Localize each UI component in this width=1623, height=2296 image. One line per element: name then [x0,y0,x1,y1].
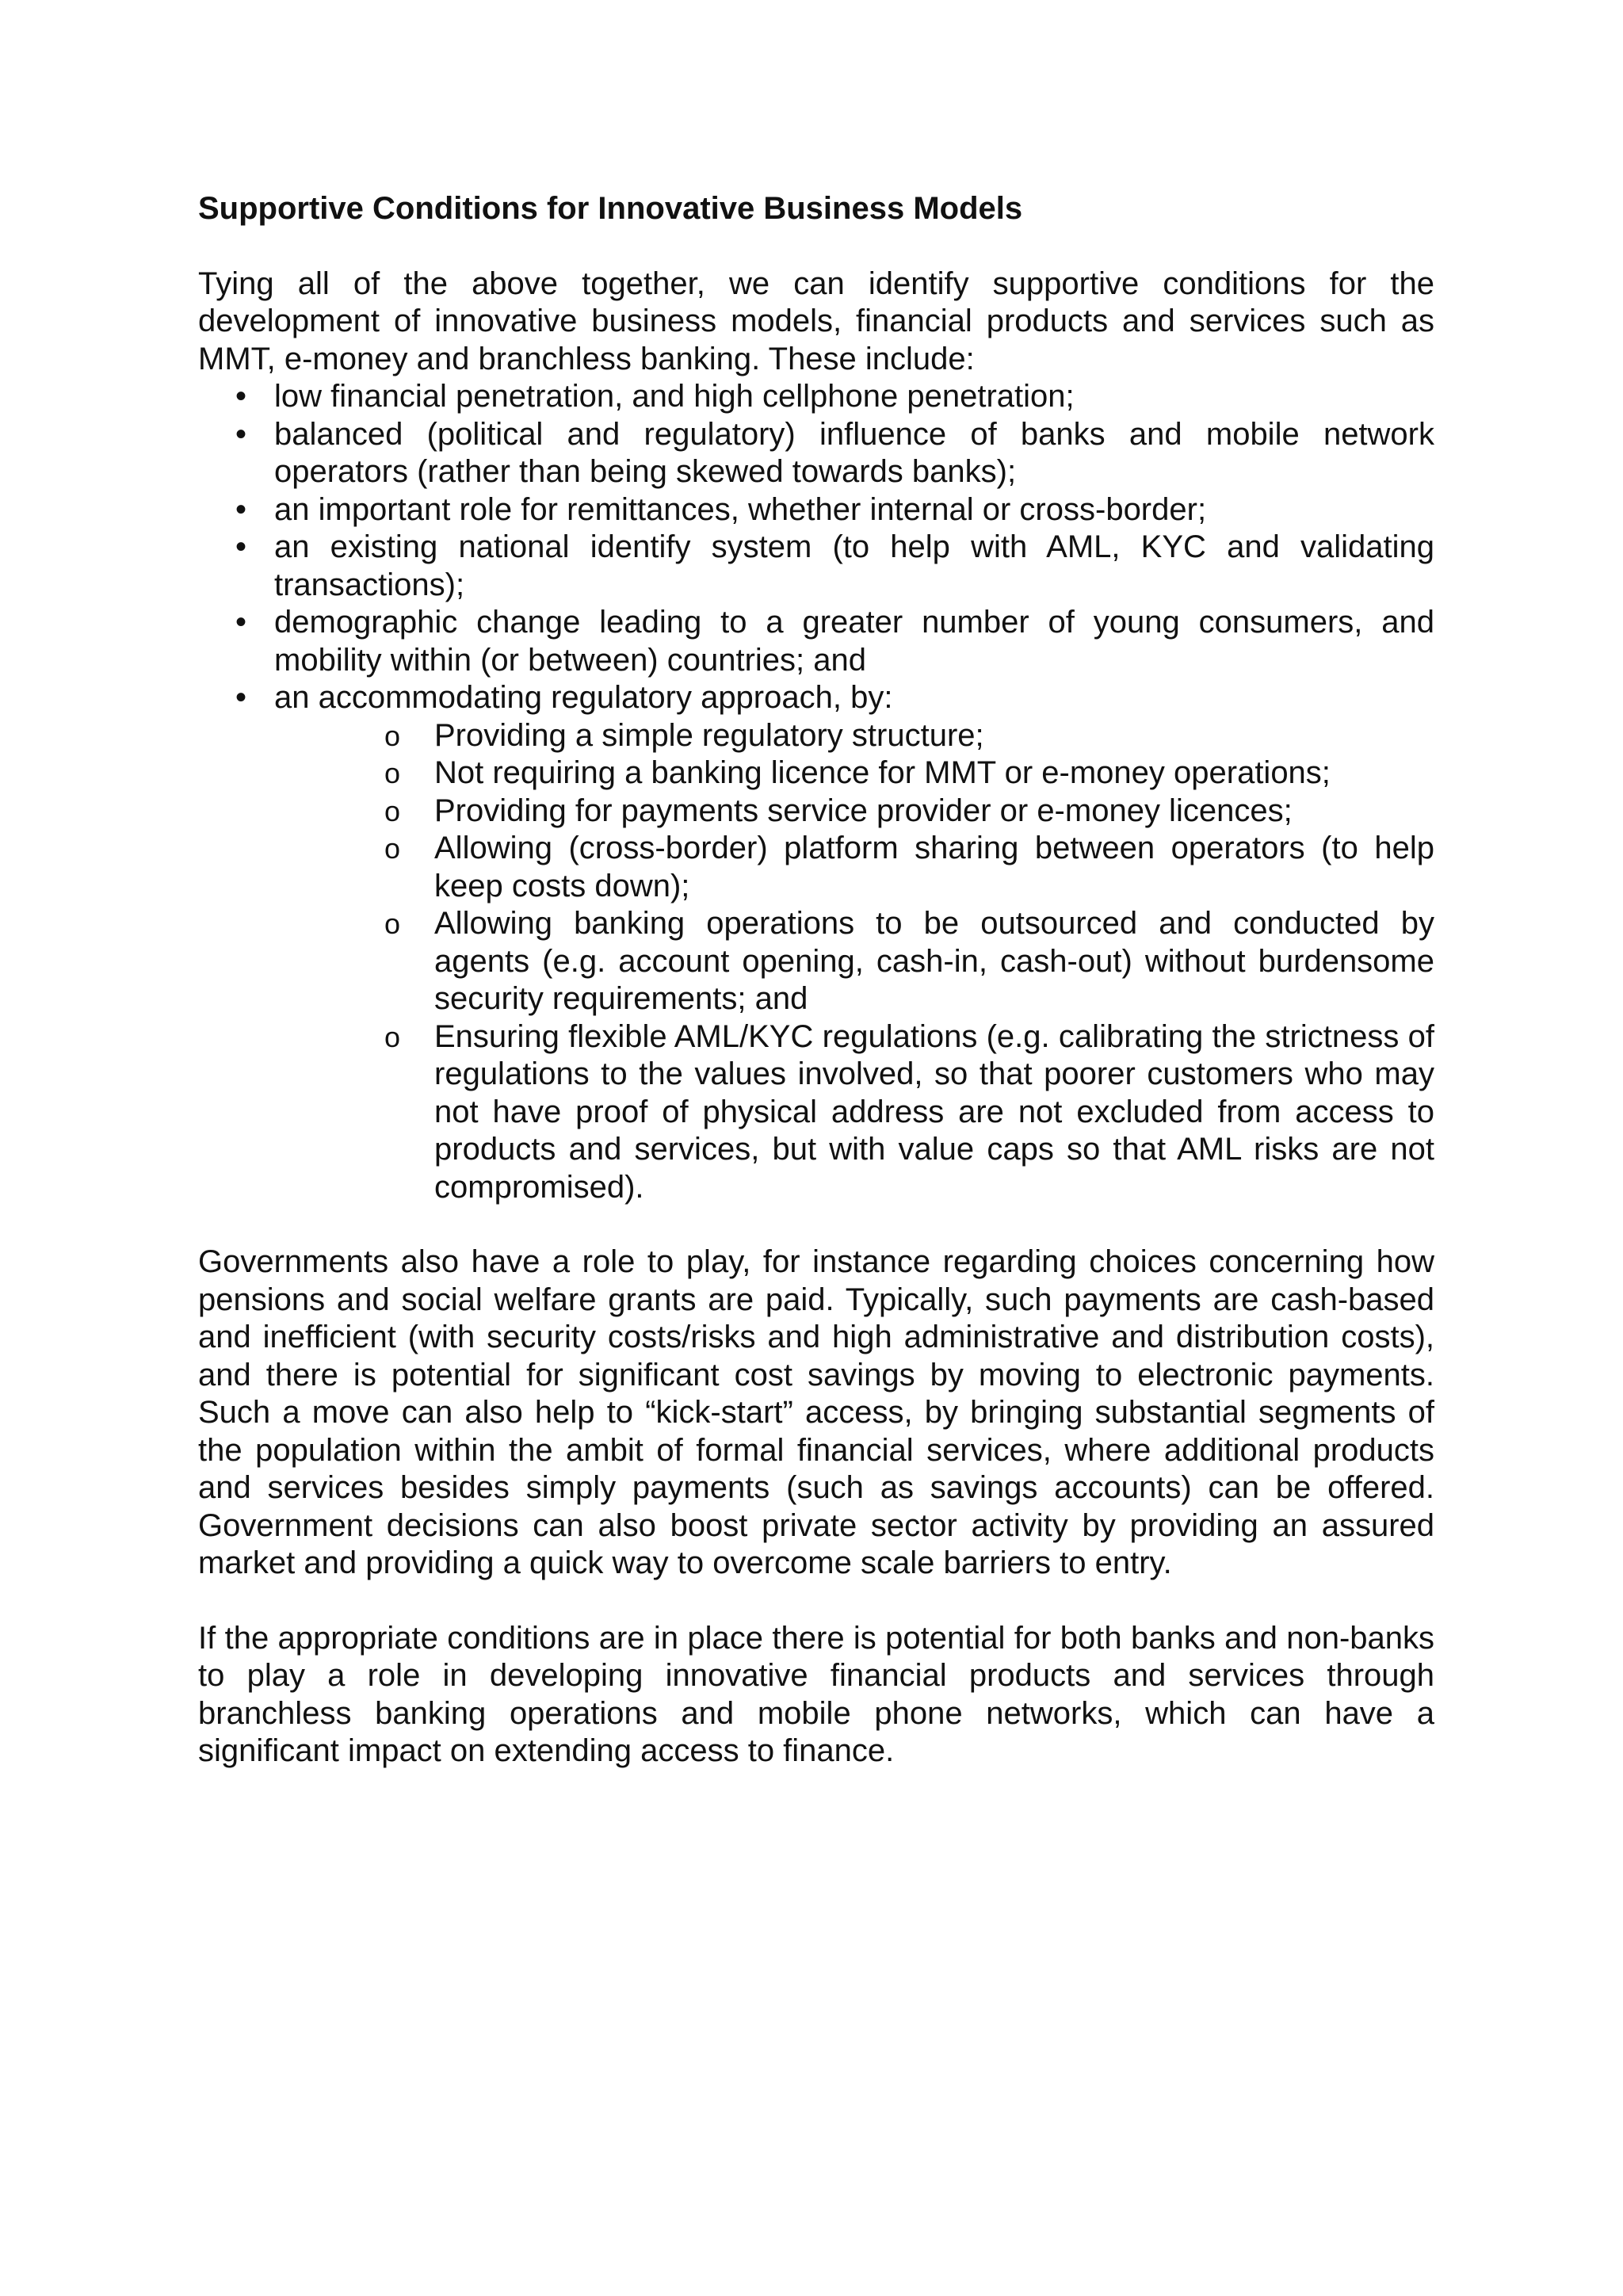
list-item [198,604,1434,679]
circle-bullet-icon: o [384,757,401,789]
list-item-text: balanced (political and regulatory) influence of banks and mobile network operators (rather than being skewed towards banks); [274,416,1434,489]
sub-list-item [198,755,1434,793]
sub-list-item-text: Providing a simple regulatory structure; [434,717,984,753]
document-page [198,190,1434,1771]
circle-bullet-icon: o [384,1020,401,1053]
list-item-text: an existing national identify system (to help with AML, KYC and validating transactions); [274,529,1434,602]
list-item [198,679,1434,1206]
list-item-text: an accommodating regulatory approach, by: [274,680,893,715]
list-item [198,416,1434,491]
list-item-text: demographic change leading to a greater number of young consumers, and mobility within (or between) countries; and [274,605,1434,678]
list-item [198,378,1434,416]
governments-paragraph: Governments also have a role to play, for instance regarding choices concerning how pensions and social welfare grants are paid. Typically, such payments are cash-based and inefficient (with security costs/risks and high administrative and distribution costs), and there is potential for significant cost savings by moving to electronic payments. Such a move can also help to “kick-start” access, by bringing substantial segments of the population within the ambit of formal financial services, where additional products and services besides simply payments (such as savings accounts) can be offered. Government decisions can also boost private sector activity by providing an assured market and providing a quick way to overcome scale barriers to entry. [198,1244,1434,1580]
bullet-icon: • [235,416,247,452]
bullet-icon: • [235,379,247,414]
circle-bullet-icon: o [384,719,401,752]
section-heading: Supportive Conditions for Innovative Business Models [198,191,1023,226]
intro-paragraph: Tying all of the above together, we can identify supportive conditions for the development of innovative business models, financial products and services such as MMT, e-money and branchless banking. These include: [198,266,1434,376]
sub-list-item-text: Providing for payments service provider or e-money licences; [434,793,1293,828]
conclusion-paragraph: If the appropriate conditions are in place there is potential for both banks and non-banks to play a role in developing innovative financial products and services through branchless banking operations and mobile phone networks, which can have a significant impact on extending access to finance. [198,1620,1434,1768]
sub-list-item [198,793,1434,831]
list-item-text: an important role for remittances, whether internal or cross-border; [274,491,1207,527]
list-item [198,491,1434,529]
sub-list-item [198,830,1434,905]
bullet-icon: • [235,529,247,564]
bullet-icon: • [235,491,247,527]
bullet-icon: • [235,680,247,715]
bullet-icon: • [235,605,247,640]
regulatory-approach-sublist [198,717,1434,1207]
sub-list-item-text: Allowing banking operations to be outsourced and conducted by agents (e.g. account opening, cash-in, cash-out) without burdensome security requirements; and [434,906,1434,1016]
circle-bullet-icon: o [384,794,401,827]
sub-list-item-text: Allowing (cross-border) platform sharing between operators (to help keep costs down); [434,831,1434,904]
circle-bullet-icon: o [384,907,401,940]
sub-list-item [198,905,1434,1018]
list-item-text: low financial penetration, and high cellphone penetration; [274,379,1075,414]
sub-list-item [198,1018,1434,1207]
conditions-list [198,378,1434,1206]
list-item [198,529,1434,604]
circle-bullet-icon: o [384,832,401,865]
sub-list-item [198,717,1434,755]
sub-list-item-text: Ensuring flexible AML/KYC regulations (e.g. calibrating the strictness of regulations to the values involved, so that poorer customers who may not have proof of physical address are not excluded from access to products and services, but with value caps so that AML risks are not compromised). [434,1018,1434,1205]
sub-list-item-text: Not requiring a banking licence for MMT or e-money operations; [434,755,1331,790]
